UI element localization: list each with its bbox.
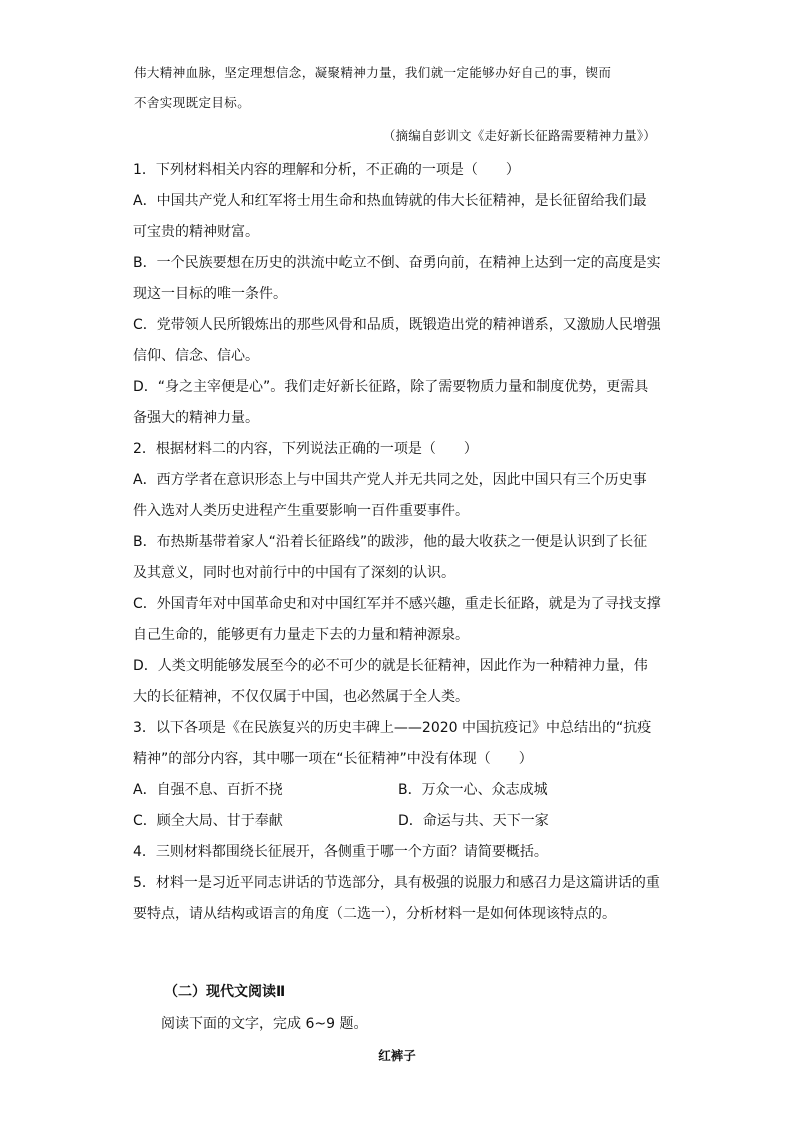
intro-line: 不舍实现既定目标。 <box>134 95 251 110</box>
question-stem: 1．下列材料相关内容的理解和分析，不正确的一项是（ ） <box>133 162 520 178</box>
option-c: C．党带领人民所锻炼出的那些风骨和品质，既锻造出党的精神谱系，又激励人民增强 <box>133 317 661 333</box>
question-stem: 2．根据材料二的内容，下列说法正确的一项是（ ） <box>133 441 478 457</box>
story-title: 红裤子 <box>378 1048 416 1063</box>
option-b: B．万众一心、众志成城 <box>398 782 548 798</box>
question-stem: 4．三则材料都围绕长征展开，各侧重于哪一个方面？请简要概括。 <box>133 844 548 860</box>
question-stem-cont: 精神”的部分内容，其中哪一项在“长征精神”中没有体现（ ） <box>133 751 533 767</box>
question-stem-cont: 要特点，请从结构或语言的角度（二选一），分析材料一是如何体现该特点的。 <box>133 906 616 922</box>
intro-paragraph <box>134 58 664 118</box>
option-b: B．一个民族要想在历史的洪流中屹立不倒、奋勇向前，在精神上达到一定的高度是实 <box>133 255 661 271</box>
option-d: D．“身之主宰便是心”。我们走好新长征路，除了需要物质力量和制度优势，更需具 <box>133 379 649 395</box>
options-row <box>133 775 663 806</box>
option-a-cont: 可宝贵的精神财富。 <box>133 224 259 240</box>
option-a: A．西方学者在意识形态上与中国共产党人并无共同之处，因此中国只有三个历史事 <box>133 472 647 488</box>
question-3 <box>133 713 663 837</box>
question-2 <box>133 434 663 713</box>
option-d: D．命运与共、天下一家 <box>398 813 549 829</box>
question-4 <box>133 837 663 868</box>
option-d-cont: 大的长征精神，不仅仅属于中国，也必然属于全人类。 <box>133 689 469 705</box>
question-stem: 3．以下各项是《在民族复兴的历史丰碑上——2020 中国抗疫记》中总结出的“抗疫 <box>133 720 652 736</box>
option-b-cont: 及其意义，同时也对前行中的中国有了深刻的认识。 <box>133 565 455 581</box>
source-citation: （摘编自彭训文《走好新长征路需要精神力量》） <box>382 128 656 143</box>
option-c: C．顾全大局、甘于奉献 <box>133 813 283 829</box>
section-heading: （二）现代文阅读Ⅱ <box>164 984 286 1000</box>
question-stem: 5．材料一是习近平同志讲话的节选部分，具有极强的说服力和感召力是这篇讲话的重 <box>133 875 660 891</box>
option-c-cont: 信仰、信念、信心。 <box>133 348 259 364</box>
questions-block <box>133 155 663 930</box>
option-c: C．外国青年对中国革命史和对中国红军并不感兴趣，重走长征路，就是为了寻找支撑 <box>133 596 661 612</box>
option-a-cont: 件入选对人类历史进程产生重要影响一百件重要事件。 <box>133 503 469 519</box>
option-a: A．自强不息、百折不挠 <box>133 782 283 798</box>
section-instruction: 阅读下面的文字，完成 6~9 题。 <box>161 1016 368 1032</box>
question-5 <box>133 868 663 930</box>
question-1 <box>133 155 663 434</box>
option-c-cont: 自己生命的，能够更有力量走下去的力量和精神源泉。 <box>133 627 469 643</box>
option-b-cont: 现这一目标的唯一条件。 <box>133 286 287 302</box>
option-b: B．布热斯基带着家人“沿着长征路线”的跋涉，他的最大收获之一便是认识到了长征 <box>133 534 648 550</box>
option-a: A．中国共产党人和红军将士用生命和热血铸就的伟大长征精神，是长征留给我们最 <box>133 193 647 209</box>
options-row <box>133 806 663 837</box>
option-d-cont: 备强大的精神力量。 <box>133 410 259 426</box>
option-d: D．人类文明能够发展至今的必不可少的就是长征精神，因此作为一种精神力量，伟 <box>133 658 648 674</box>
intro-line: 伟大精神血脉，坚定理想信念，凝聚精神力量，我们就一定能够办好自己的事，锲而 <box>134 65 612 80</box>
